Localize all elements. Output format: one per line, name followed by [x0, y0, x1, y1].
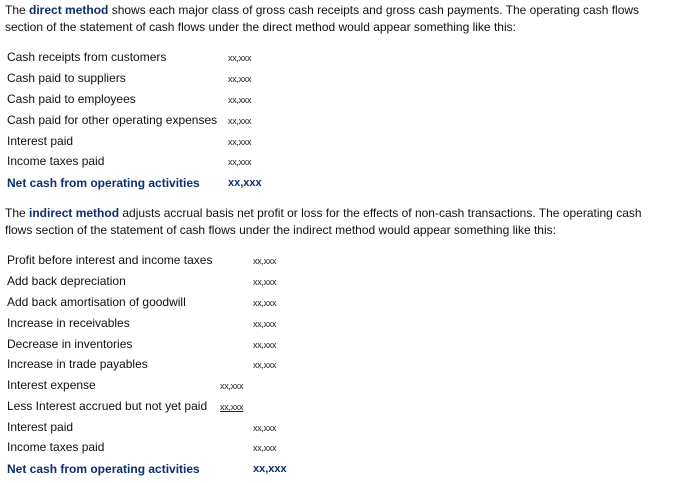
intro-text: shows each major class of gross cash receipts and gross cash payments. The operating cash flows section of the statement of cash flows under the direct method would appear something like this: — [5, 3, 640, 34]
row-value: xx,xxx — [228, 95, 252, 105]
total-label: Net cash from operating activities — [7, 462, 200, 476]
row-label: Increase in receivables — [7, 316, 130, 330]
row-value: xx,xxx — [228, 116, 252, 126]
row-label: Profit before interest and income taxes — [7, 253, 213, 267]
row-value: xx,xxx — [220, 381, 244, 391]
row-label: Income taxes paid — [7, 440, 105, 454]
row-label: Add back depreciation — [7, 274, 126, 288]
row-label: Interest paid — [7, 420, 74, 434]
row-label: Interest paid — [7, 134, 74, 148]
row-label: Income taxes paid — [7, 154, 105, 168]
row-value: xx,xxx — [228, 53, 252, 63]
intro-text: adjusts accrual basis net profit or loss for the effects of non-cash transactions. The operating cash flows section of the statement of cash flows under the indirect method would appear something like this: — [5, 206, 642, 237]
row-label: Cash paid for other operating expenses — [7, 113, 218, 127]
total-value: xx,xxx — [228, 177, 262, 189]
indirect-method-term: indirect method — [29, 206, 120, 220]
row-value: xx,xxx — [253, 256, 277, 266]
direct-method-intro — [5, 2, 665, 36]
row-label: Increase in trade payables — [7, 357, 148, 371]
row-value: xx,xxx — [253, 319, 277, 329]
row-label: Cash paid to employees — [7, 92, 136, 106]
intro-text: The — [5, 206, 30, 220]
row-value: xx,xxx — [253, 277, 277, 287]
row-value: xx,xxx — [253, 360, 277, 370]
row-label: Interest expense — [7, 378, 96, 392]
row-value: xx,xxx — [253, 443, 277, 453]
row-label: Less Interest accrued but not yet paid — [7, 399, 208, 413]
row-value: xx,xxx — [228, 74, 252, 84]
row-label: Decrease in inventories — [7, 337, 133, 351]
direct-method-term: direct method — [29, 3, 109, 17]
row-label: Add back amortisation of goodwill — [7, 295, 186, 309]
total-label: Net cash from operating activities — [7, 176, 200, 190]
row-value: xx,xxx — [228, 137, 252, 147]
intro-text: The — [5, 3, 30, 17]
indirect-method-intro — [5, 205, 665, 239]
row-label: Cash paid to suppliers — [7, 71, 126, 85]
row-label: Cash receipts from customers — [7, 50, 167, 64]
row-value: xx,xxx — [253, 340, 277, 350]
total-value: xx,xxx — [253, 463, 287, 475]
row-value: xx,xxx — [220, 402, 244, 412]
row-value: xx,xxx — [253, 423, 277, 433]
row-value: xx,xxx — [228, 157, 252, 167]
row-value: xx,xxx — [253, 298, 277, 308]
